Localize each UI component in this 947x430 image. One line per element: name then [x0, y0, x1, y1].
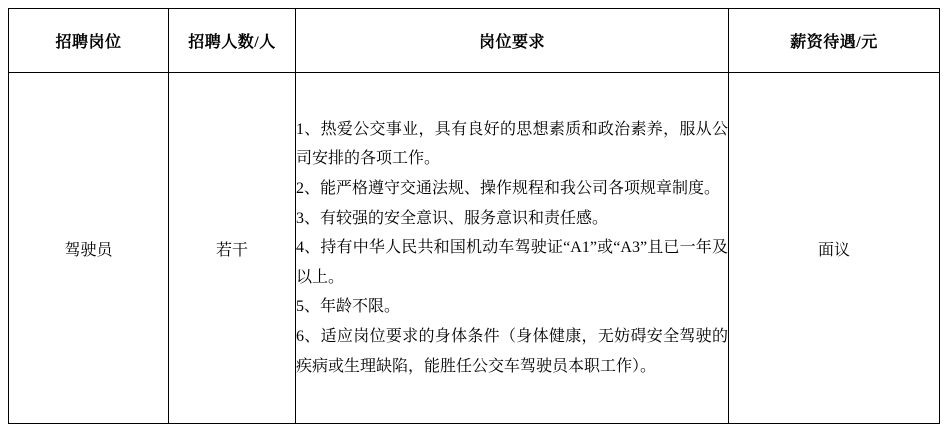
table-body [9, 73, 940, 424]
column-header-position: 招聘岗位 [9, 9, 169, 73]
cell-position: 驾驶员 [9, 73, 169, 424]
requirement-item: 1、热爱公交事业，具有良好的思想素质和政治素养，服从公司安排的各项工作。 [296, 120, 728, 168]
table-header-row [9, 9, 940, 73]
requirement-item: 3、有较强的安全意识、服务意识和责任感。 [296, 209, 609, 227]
column-header-salary: 薪资待遇/元 [729, 9, 940, 73]
table-header [9, 9, 940, 73]
cell-salary: 面议 [729, 73, 940, 424]
table-row [9, 73, 940, 424]
requirement-item: 2、能严格遵守交通法规、操作规程和我公司各项规章制度。 [296, 180, 721, 198]
cell-count: 若干 [169, 73, 296, 424]
cell-requirements [296, 73, 729, 424]
column-header-requirements: 岗位要求 [296, 9, 729, 73]
requirement-item: 6、适应岗位要求的身体条件（身体健康，无妨碍安全驾驶的疾病或生理缺陷，能胜任公交车驾驶员本职工作）。 [296, 327, 728, 375]
requirement-item: 5、年龄不限。 [296, 298, 401, 316]
requirements-list [296, 115, 728, 381]
requirement-item: 4、持有中华人民共和国机动车驾驶证“A1”或“A3”且已一年及以上。 [296, 239, 728, 286]
column-header-count: 招聘人数/人 [169, 9, 296, 73]
recruitment-table [8, 8, 940, 424]
